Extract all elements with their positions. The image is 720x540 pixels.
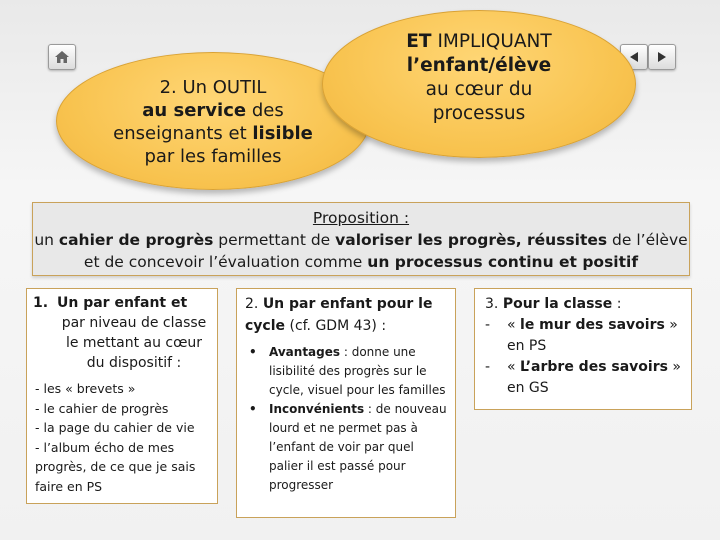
option-1-number: 1.	[33, 295, 49, 311]
list-item: - la page du cahier de vie	[35, 420, 195, 435]
list-item: - le cahier de progrès	[35, 400, 169, 416]
dash-marker: -	[485, 317, 491, 333]
proposition-line-1	[33, 229, 689, 251]
quote-close: » en GS	[507, 359, 681, 396]
quote-close: » en PS	[507, 317, 678, 354]
advantages-text: : donne une lisibilité des progrès sur le cycle, visuel pour les familles	[269, 345, 446, 397]
involving-oval-line: au cœur du	[425, 79, 533, 100]
proposition-text: permettant de	[213, 231, 336, 249]
tool-oval-line: 2. Un OUTIL	[159, 77, 267, 98]
option-2-title	[245, 293, 447, 337]
tool-oval-text	[93, 76, 333, 168]
advantages-label: Avantages	[269, 345, 341, 359]
tool-oval-bold: lisible	[252, 123, 313, 144]
option-2-list	[245, 343, 447, 495]
drawbacks-label: Inconvénients	[269, 402, 365, 416]
involving-oval-line: processus	[432, 103, 526, 124]
option-3-title	[485, 293, 681, 315]
tree-of-knowledge: L’arbre des savoirs	[520, 359, 668, 375]
drawbacks-text: : de nouveau lourd et ne permet pas à l’enfant de voir par quel palier il est passé pour progresser	[269, 402, 447, 492]
quote-open: «	[507, 359, 521, 375]
involving-oval-line: IMPLIQUANT	[431, 31, 552, 52]
bullet-icon: •	[249, 345, 257, 359]
option-2-lead: Un par enfant pour le cycle	[245, 296, 433, 334]
triangle-left-icon	[629, 51, 639, 63]
option-3-list	[485, 315, 681, 399]
tool-oval-line: des	[246, 100, 284, 121]
list-item: - l’album écho de mes progrès, de ce que je sais faire en PS	[35, 439, 196, 494]
option-1-description: par niveau de classe le mettant au cœur du dispositif :	[61, 315, 207, 371]
option-1-title	[33, 293, 211, 373]
option-3-box	[474, 288, 692, 410]
list-item	[485, 315, 681, 357]
involving-oval-bold: ET	[406, 31, 432, 52]
list-item: - les « brevets »	[35, 381, 136, 396]
dash-marker: -	[485, 359, 491, 375]
proposition-text: de l’élève	[607, 231, 688, 249]
proposition-text: un	[34, 231, 59, 249]
proposition-bold: un processus continu et positif	[367, 253, 639, 271]
proposition-bold: cahier de progrès	[58, 231, 214, 249]
proposition-bold: valoriser les progrès, réussites	[335, 231, 608, 249]
proposition-text: et de concevoir l’évaluation comme	[83, 253, 368, 271]
quote-open: «	[507, 317, 521, 333]
proposition-box	[32, 202, 690, 276]
option-3-title-rest: :	[612, 296, 622, 312]
involving-oval-text	[386, 30, 571, 126]
involving-oval-bold: l’enfant/élève	[406, 55, 552, 76]
option-3-number: 3.	[485, 296, 503, 312]
tool-oval-line: enseignants et	[113, 123, 253, 144]
list-item	[245, 400, 447, 495]
option-1-box	[26, 288, 218, 504]
option-1-lead: Un par enfant et	[57, 295, 188, 311]
proposition-line-2	[33, 251, 689, 273]
home-icon	[54, 50, 70, 64]
option-2-number: 2.	[245, 296, 263, 312]
home-button[interactable]	[48, 44, 76, 70]
option-3-lead: Pour la classe	[502, 296, 613, 312]
tool-oval-line: par les familles	[144, 146, 282, 167]
list-item	[245, 343, 447, 400]
bullet-icon: •	[249, 402, 257, 416]
option-2-box	[236, 288, 456, 518]
proposition-heading: Proposition :	[312, 209, 410, 227]
wall-of-knowledge: le mur des savoirs	[520, 317, 665, 333]
triangle-right-icon	[657, 51, 667, 63]
list-item	[485, 357, 681, 399]
option-1-list	[35, 379, 217, 496]
involving-oval	[322, 10, 636, 158]
tool-oval-bold: au service	[142, 100, 247, 121]
option-2-title-rest: (cf. GDM 43) :	[285, 318, 387, 334]
next-slide-button[interactable]	[648, 44, 676, 70]
